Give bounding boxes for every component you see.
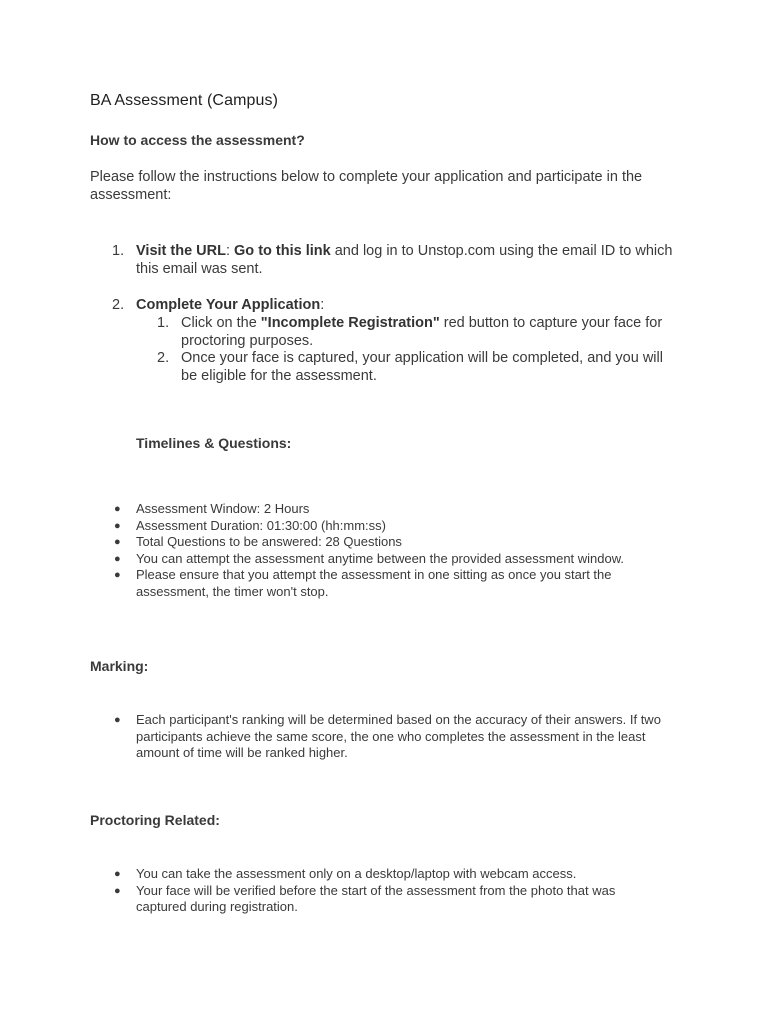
step-2-separator: : xyxy=(320,297,325,313)
bullet-icon: ● xyxy=(114,569,121,581)
bullet-icon: ● xyxy=(114,714,121,726)
bullet-icon: ● xyxy=(114,552,121,565)
bullet-icon: ● xyxy=(114,503,121,515)
list-item-text: Your face will be verified before the start of the assessment from the photo that was captured during registration. xyxy=(136,882,616,914)
intro-paragraph: Please follow the instructions below to complete your application and participate in the assessment: xyxy=(90,169,643,203)
list-item-text: Total Questions to be answered: 28 Questions xyxy=(136,534,402,549)
proctoring-heading: Proctoring Related: xyxy=(90,812,220,828)
list-item-text: You can attempt the assessment anytime between the provided assessment window. xyxy=(136,550,625,566)
step-1 xyxy=(136,242,681,278)
substep-1-post: red button to capture your face for proctoring purposes. xyxy=(181,315,663,349)
list-item-text: Assessment Window: 2 Hours xyxy=(136,501,310,516)
incomplete-registration-label: "Incomplete Registration" xyxy=(260,315,440,331)
step-1-text: and log in to Unstop.com using the email ID to which this email was sent. xyxy=(136,243,673,277)
step-2-number: 2. xyxy=(112,297,125,313)
timelines-heading: Timelines & Questions: xyxy=(136,435,292,451)
step-2 xyxy=(136,296,681,314)
bullet-icon: ● xyxy=(114,519,121,532)
access-heading: How to access the assessment? xyxy=(90,132,305,148)
substep-2-number: 2. xyxy=(157,350,170,366)
bullet-icon: ● xyxy=(114,536,121,548)
marking-heading: Marking: xyxy=(90,658,149,674)
step-1-label: Visit the URL xyxy=(136,243,226,259)
step-2-label: Complete Your Application xyxy=(136,297,321,313)
substep-1 xyxy=(181,314,681,350)
substep-2: Once your face is captured, your application will be completed, and you will be eligible for the assessment. xyxy=(181,350,663,384)
list-item-text: You can take the assessment only on a desktop/laptop with webcam access. xyxy=(136,866,577,881)
list-item-text: Please ensure that you attempt the assessment in one sitting as once you start the assessment, the timer won't stop. xyxy=(136,567,612,599)
bullet-icon: ● xyxy=(114,884,121,897)
go-to-link[interactable]: Go to this link xyxy=(234,243,331,259)
document-title: BA Assessment (Campus) xyxy=(90,92,279,109)
step-1-separator: : xyxy=(225,243,235,259)
bullet-icon: ● xyxy=(114,868,121,880)
substep-1-number: 1. xyxy=(157,315,170,331)
list-item-text: Each participant's ranking will be determined based on the accuracy of their answers. If two participants achieve the same score, the one who completes the assessment in the least amount of time will be ranked higher. xyxy=(136,712,661,760)
step-1-number: 1. xyxy=(112,243,125,259)
list-item-text: Assessment Duration: 01:30:00 (hh:mm:ss) xyxy=(136,517,386,533)
substep-1-pre: Click on the xyxy=(181,315,261,331)
